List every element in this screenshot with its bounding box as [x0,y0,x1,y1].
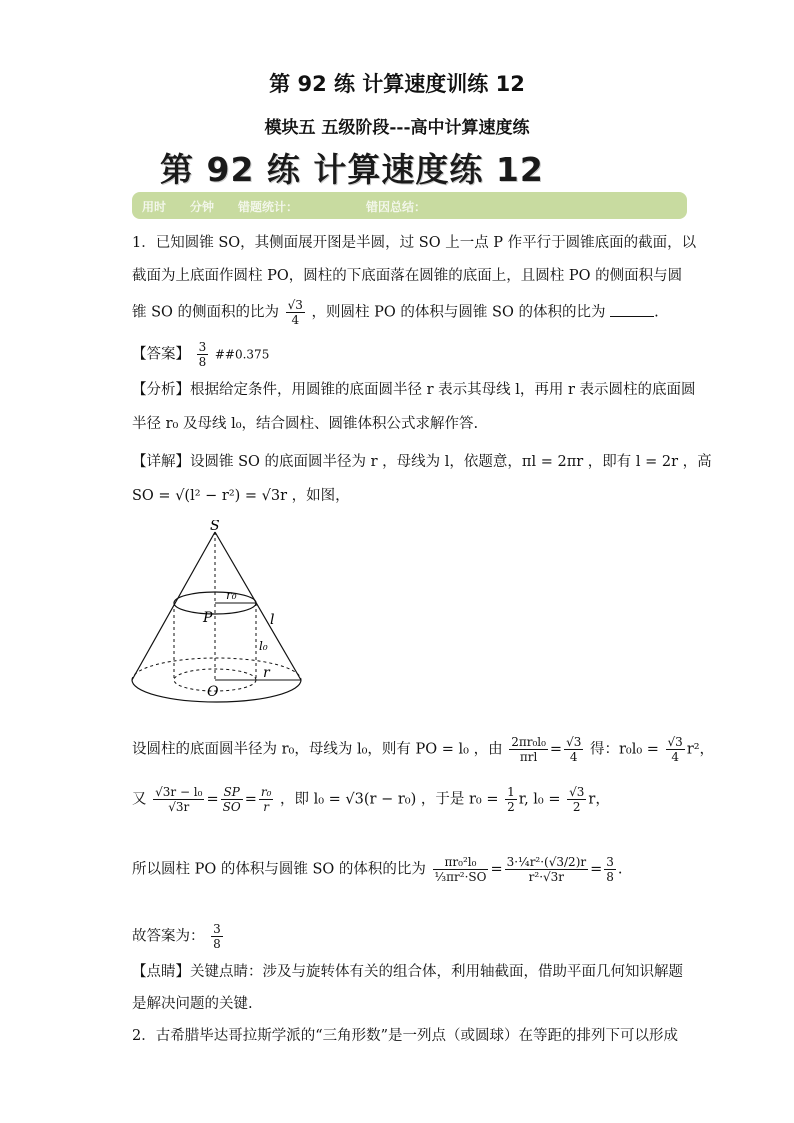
step1-f2-den: 4 [569,750,578,764]
step2-f4-num: 1 [507,785,515,799]
minute-label: 分钟 [190,200,215,214]
step2-f1-den: √3r [168,800,190,814]
error-stats-label: 错题统计： [238,200,299,214]
q1-ratio-fraction [286,298,305,327]
step2-f1-num: √3r − l₀ [155,785,203,799]
step3-line: 所以圆柱 PO 的体积与圆锥 SO 的体积的比为 $\frac{\text{πr₀²l₀}}{\text{⅓πr²·SO}}$ = $\frac{\text{3·¼r²·(√3/2)r}}{\text{r²·√3r}}$ = $\frac{3}{8}$ . [132,855,623,884]
step2-fraction5 [567,785,586,814]
label-S: S [210,520,220,534]
label-l0: l₀ [259,639,268,653]
q1-line3: 锥 SO 的侧面积的比为 $\frac{√3}{4}$ ，则圆柱 PO 的体积与圆锥 SO 的体积的比为 . [132,298,659,327]
q1-line3-text-a: 锥 SO 的侧面积的比为 [132,304,280,321]
detail-line1: 【详解】设圆锥 SO 的底面圆半径为 r ，母线为 l，依题意，πl = 2πr ，即有 l = 2r ，高 [132,454,712,470]
step2-f2-num: SP [221,785,243,800]
step3-f3-den: 8 [606,870,614,884]
detail-line2: SO = √(l² − r²) = √3r ，如图， [132,488,350,504]
step2-f2-den: SO [222,800,241,814]
step1-f1-den: πrl [519,750,538,764]
label-l: l [270,612,275,628]
step3-f2-den: r²·√3r [528,870,565,884]
step3-f3-num: 3 [606,855,614,869]
step2-fraction1 [153,785,204,814]
step3-fraction1 [433,855,489,884]
step1-eq: = [549,741,563,758]
step1-f3-num: √3 [667,735,683,749]
answer-den: 8 [198,355,207,369]
answer-fraction [197,340,209,369]
label-r: r [263,665,270,681]
step3-f2-num: 3·¼r²·(√3/2)r [506,855,587,869]
q1-line1: 1．已知圆锥 SO，其侧面展开图是半圆，过 SO 上一点 P 作平行于圆锥底面的截面，以 [132,235,697,251]
step1-text-c: r²， [686,741,715,758]
final-den: 8 [213,937,221,951]
step3-f1-den: ⅓πr²·SO [434,870,487,884]
step1-line [132,735,714,764]
answer-line [132,340,269,369]
module-subtitle: 模块五 五级阶段---高中计算速度练 [264,118,530,138]
label-O: O [207,684,219,700]
final-text: 故答案为： [132,928,205,945]
info-bar [132,192,687,219]
final-num: 3 [213,922,221,936]
q1-line3-text-b: ，则圆柱 PO 的体积与圆锥 SO 的体积的比为 [311,304,606,321]
banner-title: 第 92 练 计算速度练 12 [160,150,544,189]
step1-f1-num: 2πr₀l₀ [511,735,546,749]
label-r0: r₀ [226,588,237,602]
answer-blank [610,302,654,317]
page-title: 第 92 练 计算速度训练 12 [269,72,525,96]
step2-f3-den: r [263,800,269,814]
cone-cylinder-figure [125,520,310,705]
step2-fraction4 [505,785,517,814]
step2-text-d: r， [588,791,610,808]
analysis-line2: 半径 r₀ 及母线 l₀，结合圆柱、圆锥体积公式求解作答. [132,416,479,432]
step2-f3-num: r₀ [260,785,272,799]
error-reason-label: 错因总结： [366,200,427,214]
time-label: 用时 [142,200,167,214]
q1-line2: 截面为上底面作圆柱 PO，圆柱的下底面落在圆锥的底面上，且圆柱 PO 的侧面积与圆 [132,268,683,284]
step1-fraction1 [509,735,548,764]
final-fraction [211,922,223,951]
q1-ratio-den: 4 [291,313,300,327]
comment-line2: 是解决问题的关键. [132,996,253,1012]
answer-extra: ##0.375 [214,347,270,362]
step1-f3-den: 4 [671,750,679,764]
step2-text-c: r, l₀ = [518,791,561,808]
step2-fraction2 [221,785,243,814]
step1-fraction2 [564,735,583,764]
step2-fraction3 [259,785,274,814]
step3-text-a: 所以圆柱 PO 的体积与圆锥 SO 的体积的比为 [132,861,426,878]
step2-text-b: ，即 l₀ = √3(r − r₀) ，于是 r₀ = [280,791,499,808]
step2-f4-den: 2 [507,800,515,814]
step3-fraction2 [505,855,589,884]
step2-text-a: 又 [132,791,147,808]
step1-fraction3 [666,735,685,764]
step3-f1-num: πr₀²l₀ [433,855,489,870]
q2-line1: 2．古希腊毕达哥拉斯学派的“三角形数”是一列点（或圆球）在等距的排列下可以形成 [132,1028,679,1044]
step3-fraction3 [604,855,616,884]
step2-f5-den: 2 [572,800,581,814]
answer-label: 【答案】 [132,346,190,363]
q1-ratio-num: √3 [287,298,303,312]
step1-f2-num: √3 [566,735,582,749]
label-P: P [203,610,213,626]
step1-text-b: 得：r₀l₀ = [589,741,659,758]
step2-line: 又 $\frac{\text{√3r − l₀}}{√3r}$ = $\frac{SP}{SO}$ = $\frac{\text{r₀}}{r}$ ，即 l₀ = √3(r − r₀) ，于是 r₀ = $\frac{1}{2}$ r, l₀ = $\frac{√3}{2}$ r， [132,785,610,814]
step1-text-a: 设圆柱的底面圆半径为 r₀，母线为 l₀，则有 PO = l₀ ，由 [132,741,503,758]
comment-line1: 【点睛】关键点睛：涉及与旋转体有关的组合体，利用轴截面，借助平面几何知识解题 [132,964,683,980]
answer-num: 3 [198,340,207,354]
final-answer-line [132,922,225,951]
analysis-line1: 【分析】根据给定条件，用圆锥的底面圆半径 r 表示其母线 l，再用 r 表示圆柱的底面圆 [132,382,696,398]
step2-f5-num: √3 [569,785,585,799]
